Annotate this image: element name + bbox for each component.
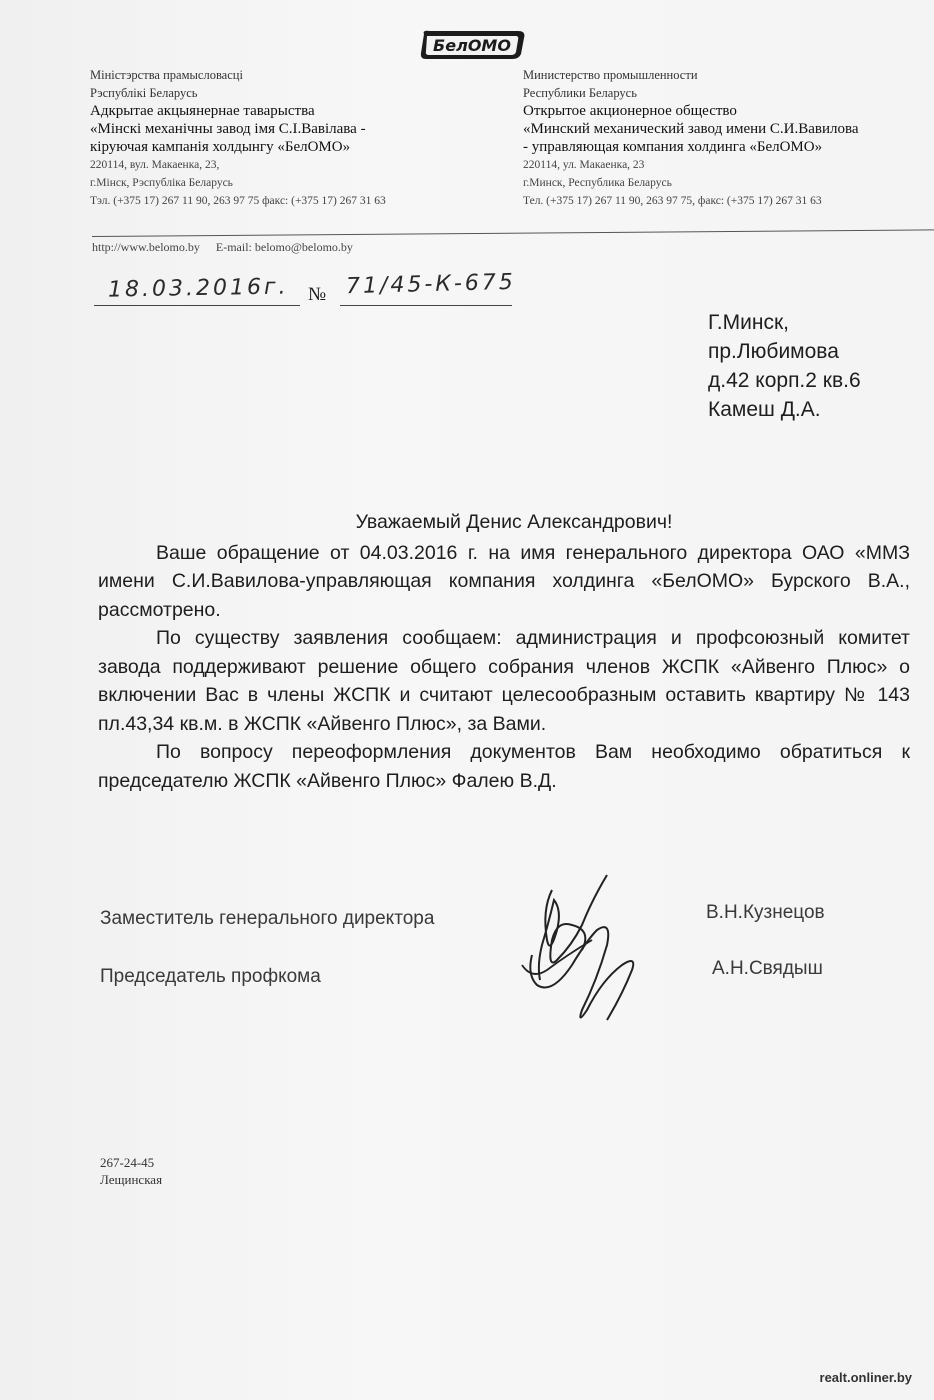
recipient-building: д.42 корп.2 кв.6: [708, 369, 861, 392]
header-left: [90, 66, 386, 210]
country-ru: Республики Беларусь: [523, 86, 637, 100]
recipient-name: Камеш Д.А.: [708, 398, 821, 421]
country-by: Рэспублікі Беларусь: [90, 86, 198, 100]
web-contacts: [92, 240, 353, 255]
executor-name: Лещинская: [100, 1172, 163, 1187]
reference-date: 18.03.2016г.: [107, 274, 289, 303]
reference-number: 71/45-К-675: [345, 269, 517, 300]
phones-by: Тэл. (+375 17) 267 11 90, 263 97 75 факс: (+375 17) 267 31 63: [90, 195, 386, 207]
org-name-by-2: кіруючая кампанія холдынгу «БелОМО»: [90, 139, 351, 155]
org-type-by: Адкрытае акцыянернае таварыства: [90, 103, 315, 119]
address-by-1: 220114, вул. Макаенка, 23,: [90, 159, 220, 171]
handwritten-signature: [512, 870, 682, 1040]
org-name-ru-1: «Минский механический завод имени С.И.Вавилова: [523, 121, 859, 137]
signatory-name-1: В.Н.Кузнецов: [706, 902, 825, 923]
address-by-2: г.Мінск, Рэспубліка Беларусь: [90, 177, 233, 189]
phones-ru: Тел. (+375 17) 267 11 90, 263 97 75, факс: (+375 17) 267 31 63: [523, 195, 822, 207]
signatory-title-1: Заместитель генерального директора: [100, 908, 435, 929]
paragraph-2: По существу заявления сообщаем: администрация и профсоюзный комитет завода поддерживают решение общего собрания членов ЖСПК «Айвенго Плюс» о включении Вас в члены ЖСПК и считают целесообразным оставить квартиру № 143 пл.43,34 кв.м. в ЖСПК «Айвенго Плюс», за Вами.: [98, 627, 910, 735]
ministry-by: Міністэрства прамысловасці: [90, 68, 243, 82]
ministry-ru: Министерство промышленности: [523, 68, 698, 82]
header-right: [523, 66, 859, 210]
executor-phone: 267-24-45: [100, 1155, 155, 1170]
signatory-name-2: А.Н.Свядыш: [712, 958, 823, 979]
paragraph-1: Ваше обращение от 04.03.2016 г. на имя генерального директора ОАО «ММЗ имени С.И.Вавилова-управляющая компания холдинга «БелОМО» Бурского В.А., рассмотрено.: [98, 541, 910, 621]
letter-body: [98, 508, 910, 795]
number-underline: [340, 305, 512, 306]
header-divider: [92, 229, 934, 237]
email-link[interactable]: E-mail: belomo@belomo.by: [215, 240, 353, 254]
org-name-by-1: «Мінскі механічны завод імя С.І.Вавілава -: [90, 121, 366, 137]
address-ru-2: г.Минск, Республика Беларусь: [523, 177, 672, 189]
number-sign: №: [308, 284, 327, 305]
date-underline: [94, 305, 300, 306]
website-link[interactable]: http://www.belomo.by: [92, 240, 200, 254]
logo-text: БелОМО: [433, 36, 511, 55]
address-ru-1: 220114, ул. Макаенка, 23: [523, 159, 645, 171]
recipient-address: [708, 308, 861, 424]
belomo-logo: [418, 28, 530, 62]
source-watermark: realt.onliner.by: [819, 1370, 912, 1385]
org-name-ru-2: - управляющая компания холдинга «БелОМО»: [523, 139, 823, 155]
signatory-title-2: Председатель профкома: [100, 966, 321, 987]
paragraph-3: По вопросу переоформления документов Вам необходимо обратиться к председателю ЖСПК «Айвенго Плюс» Фалею В.Д.: [98, 741, 910, 792]
org-type-ru: Открытое акционерное общество: [523, 103, 737, 119]
executor-info: [100, 1154, 162, 1188]
recipient-street: пр.Любимова: [708, 340, 839, 363]
salutation: Уважаемый Денис Александрович!: [355, 511, 673, 533]
recipient-city: Г.Минск,: [708, 311, 789, 334]
